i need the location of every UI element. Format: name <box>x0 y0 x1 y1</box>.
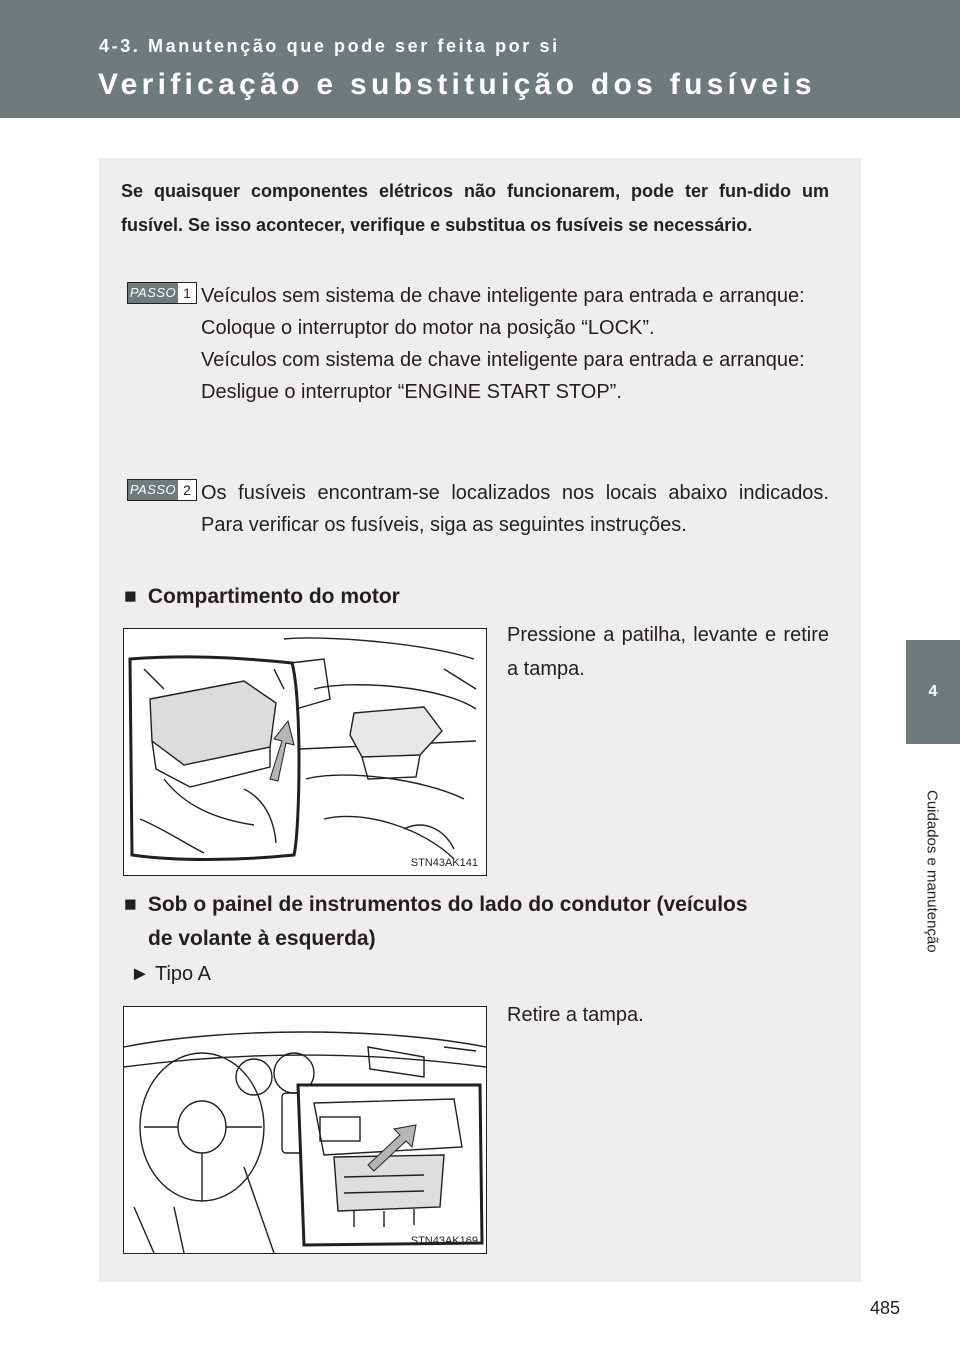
page-number: 485 <box>870 1298 901 1318</box>
chapter-tab: 4 <box>906 640 960 744</box>
engine-bay-illustration <box>124 629 486 875</box>
section-breadcrumb: 4-3. Manutenção que pode ser feita por si <box>99 36 560 56</box>
step-1-line: Veículos sem sistema de chave inteligente para entrada e arranque: <box>201 285 805 307</box>
square-bullet-icon: ■ <box>124 585 137 608</box>
step-1-line: Desligue o interruptor “ENGINE START STOP”. <box>201 381 622 403</box>
chapter-label: Cuidados e manutenção <box>923 789 941 953</box>
page-title: Verificação e substituição dos fusíveis <box>98 68 816 101</box>
step-1-text <box>201 280 829 408</box>
section-heading-engine: ■ Compartimento do motor <box>124 580 830 614</box>
engine-fusebox-figure <box>123 628 487 876</box>
step-1-line: Veículos com sistema de chave inteligente para entrada e arranque: <box>201 349 805 371</box>
intro-text: Se quaisquer componentes elétricos não funcionarem, pode ter fun-dido um fusível. Se isso acontecer, verifique e substitua os fusíveis se necessário. <box>121 181 829 235</box>
figure-code: STN43AK141 <box>410 857 478 869</box>
step-2-text <box>201 477 829 541</box>
step-2-line: Os fusíveis encontram-se localizados nos locais abaixo indicados. Para verificar os fusíveis, siga as seguintes instruções. <box>201 482 829 536</box>
engine-caption: Pressione a patilha, levante e retire a tampa. <box>507 624 829 680</box>
section-heading-dashboard: ■ Sob o painel de instrumentos do lado do condutor (veículos de volante à esquerda) <box>124 888 830 956</box>
dashboard-illustration <box>124 1007 486 1253</box>
dashboard-fusebox-figure <box>123 1006 487 1254</box>
step-badge-2: PASSO 2 <box>127 479 197 501</box>
figure-code: STN43AK169 <box>410 1235 478 1247</box>
arrow-right-icon: ► <box>130 963 150 985</box>
step-badge-1: PASSO 1 <box>127 282 197 304</box>
subtype-label: ► Tipo A <box>130 963 211 985</box>
square-bullet-icon: ■ <box>124 893 137 916</box>
dashboard-caption: Retire a tampa. <box>507 1004 644 1026</box>
step-1-line: Coloque o interruptor do motor na posição “LOCK”. <box>201 317 655 339</box>
